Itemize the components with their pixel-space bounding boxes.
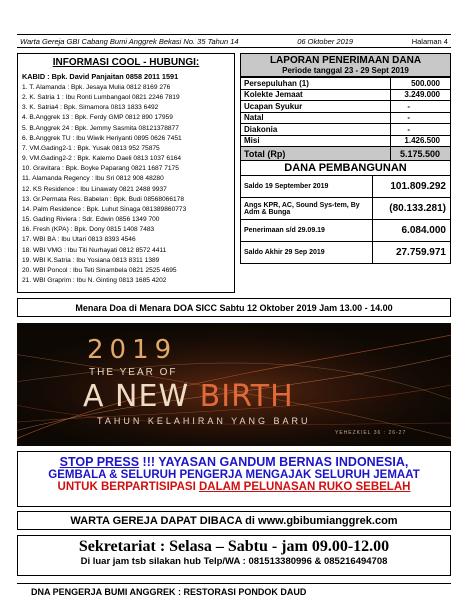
banner-year-of: THE YEAR OF xyxy=(89,367,178,378)
contact-item: 19. WBI K.Satria : Ibu Yosiana 0813 8311 1389 xyxy=(22,256,160,264)
finance-total-row xyxy=(241,147,451,161)
finance-row-value: - xyxy=(391,124,451,136)
menara-doa-notice: Menara Doa di Menara DOA SICC Sabtu 12 Oktober 2019 Jam 13.00 - 14.00 xyxy=(17,298,451,317)
finance-row xyxy=(241,78,451,90)
pembangunan-row-label: Saldo Akhir 29 Sep 2019 xyxy=(241,242,373,264)
banner-birth: BIRTH xyxy=(199,379,294,414)
stop-press-notice xyxy=(17,451,451,507)
pembangunan-row-label: Angs KPR, AC, Sound Sys-tem, By Adm & Bunga xyxy=(241,198,373,220)
stop-press-yayasan: YAYASAN GANDUM BERNAS INDONESIA, xyxy=(158,455,409,469)
pembangunan-row xyxy=(241,220,451,242)
finance-row-value: 3.249.000 xyxy=(391,89,451,101)
finance-row-value: 500.000 xyxy=(391,78,451,90)
banner-headline xyxy=(83,379,294,414)
contact-item: 3. K. Satria4 : Bpk. Simamora 0813 1833 6492 xyxy=(22,104,159,112)
finance-period: Periode tanggal 23 - 29 Sept 2019 xyxy=(282,66,409,75)
finance-row xyxy=(241,135,451,147)
pembangunan-row xyxy=(241,242,451,264)
sekretariat-contact: Di luar jam tsb silakan hub Telp/WA : 081513380996 & 085216494708 xyxy=(80,556,388,567)
warta-website-notice: WARTA GEREJA DAPAT DIBACA di www.gbibumianggrek.com xyxy=(17,511,451,530)
stop-press-bang: !!! xyxy=(139,455,159,469)
pembangunan-table xyxy=(240,175,451,264)
finance-row-label: Persepuluhan (1) xyxy=(241,78,391,90)
contact-item: 18. WBI VMG : Ibu Titi Nurhayati 0812 8572 4411 xyxy=(22,246,167,254)
contacts-list xyxy=(22,83,230,286)
finance-table xyxy=(240,77,451,161)
contact-item: 12. KS Residence : Ibu Linawaty 0821 2488 9937 xyxy=(22,185,167,193)
stop-press-line3b: DALAM PELUNASAN RUKO SEBELAH xyxy=(198,481,411,493)
finance-row-value: - xyxy=(391,101,451,113)
finance-total-value: 5.175.500 xyxy=(391,147,451,161)
contact-item: 14. Palm Residence : Bpk. Luhut Sinaga 081389860773 xyxy=(22,205,187,213)
contact-item: 6. B.Anggrek TU : Ibu Wiwik Heriyanti 0895 0626 7451 xyxy=(22,134,182,142)
finance-title-box xyxy=(240,53,451,77)
finance-row xyxy=(241,101,451,113)
pembangunan-row xyxy=(241,198,451,220)
header-page-number: Halaman 4 xyxy=(411,36,448,46)
banner-year: 2019 xyxy=(87,335,178,365)
finance-row-label: Natal xyxy=(241,112,391,124)
stop-press-line3 xyxy=(18,481,450,493)
stop-press-line2: GEMBALA & SELURUH PENGERJA MENGAJAK SELURUH JEMAAT xyxy=(48,469,420,481)
contact-item: 15. Gading Riviera : Sdr. Edwin 0856 1349 700 xyxy=(22,216,160,224)
finance-row xyxy=(241,89,451,101)
contacts-kabid: KABID : Bpk. David Panjaitan 0858 2011 1591 xyxy=(22,72,179,81)
header-date: 06 Oktober 2019 xyxy=(297,36,354,46)
finance-row-value: - xyxy=(391,112,451,124)
contact-item: 16. Fresh (KPA) : Bpk. Dony 0815 1408 7483 xyxy=(22,226,155,234)
pembangunan-row-value: 101.809.292 xyxy=(373,176,451,198)
banner-tahun: TAHUN KELAHIRAN YANG BARU xyxy=(97,416,311,426)
pembangunan-row xyxy=(241,176,451,198)
contact-item: 11. Alamanda Regency : Ibu Sri 0812 908 48280 xyxy=(22,175,164,183)
finance-panel xyxy=(240,53,451,264)
cool-contacts-panel xyxy=(17,53,235,293)
finance-row-label: Diakonia xyxy=(241,124,391,136)
pembangunan-row-label: Saldo 19 September 2019 xyxy=(241,176,373,198)
pembangunan-row-value: (80.133.281) xyxy=(373,198,451,220)
finance-title: LAPORAN PENERIMAAN DANA xyxy=(269,55,422,66)
contact-item: 10. Gravitara : Bpk. Boyke Paparang 0821 1687 7175 xyxy=(22,165,179,173)
banner-scripture-ref: YEHEZKIEL 36 : 26-27 xyxy=(335,430,407,436)
contact-item: 20. WBI Poncol : Ibu Teti Sinambela 0821 2525 4695 xyxy=(22,266,177,274)
contact-item: 17. WBI BA : Ibu Utari 0813 8393 4546 xyxy=(22,236,136,244)
header-title: Warta Gereja GBI Cabang Bumi Anggrek Bekasi No. 35 Tahun 14 xyxy=(20,36,239,46)
banner-a-new: A NEW xyxy=(83,379,200,414)
contact-item: 13. Gr.Permata Res. Babelan : Bpk. Budi 08568066178 xyxy=(22,195,185,203)
finance-row xyxy=(241,124,451,136)
sekretariat-hours: Sekretariat : Selasa – Sabtu - jam 09.00-12.00 xyxy=(78,538,390,555)
page-header xyxy=(17,34,451,48)
stop-press-line3a: UNTUK BERPARTISIPASI xyxy=(57,481,199,493)
contact-item: 1. T. Alamanda : Bpk. Jesaya Mulia 0812 8169 276 xyxy=(22,84,171,91)
finance-row-label: Misi xyxy=(241,135,391,147)
pembangunan-row-label: Penerimaan s/d 29.09.19 xyxy=(241,220,373,242)
contact-item: 4. B.Anggrek 13 : Bpk. Ferdy GMP 0812 890 17959 xyxy=(22,114,173,122)
finance-row-value: 1.426.500 xyxy=(391,135,451,147)
page-footer: DNA PENGERJA BUMI ANGGREK : RESTORASI PONDOK DAUD xyxy=(17,583,451,599)
contacts-title: INFORMASI COOL - HUBUNGI: xyxy=(52,57,200,68)
pembangunan-row-value: 27.759.971 xyxy=(373,242,451,264)
finance-row xyxy=(241,112,451,124)
contact-item: 9. VM.Gading2-2 : Bpk. Kalemo Daeli 0813 1037 6164 xyxy=(22,155,182,163)
contact-item: 21. WBI Graprim : Ibu N. Ginting 0813 1685 4202 xyxy=(22,276,167,284)
pembangunan-row-value: 6.084.000 xyxy=(373,220,451,242)
finance-total-label: Total (Rp) xyxy=(241,147,391,161)
pembangunan-title: DANA PEMBANGUNAN xyxy=(240,161,451,175)
finance-row-label: Ucapan Syukur xyxy=(241,101,391,113)
stop-press-label: STOP PRESS xyxy=(59,455,140,469)
contact-item: 2. K. Satria 1 : Ibu Ronti Lumbangaol 0821 2246 7819 xyxy=(22,94,180,102)
stop-press-line1 xyxy=(18,455,450,469)
contact-item: 7. VM.Gading2-1 : Bpk. Yusak 0813 952 75875 xyxy=(22,144,160,152)
new-birth-banner xyxy=(17,323,451,446)
finance-row-label: Kolekte Jemaat xyxy=(241,89,391,101)
sekretariat-box xyxy=(17,535,451,576)
contact-item: 5. B.Anggrek 24 : Bpk. Jemmy Sasmita 08121378877 xyxy=(22,124,179,132)
